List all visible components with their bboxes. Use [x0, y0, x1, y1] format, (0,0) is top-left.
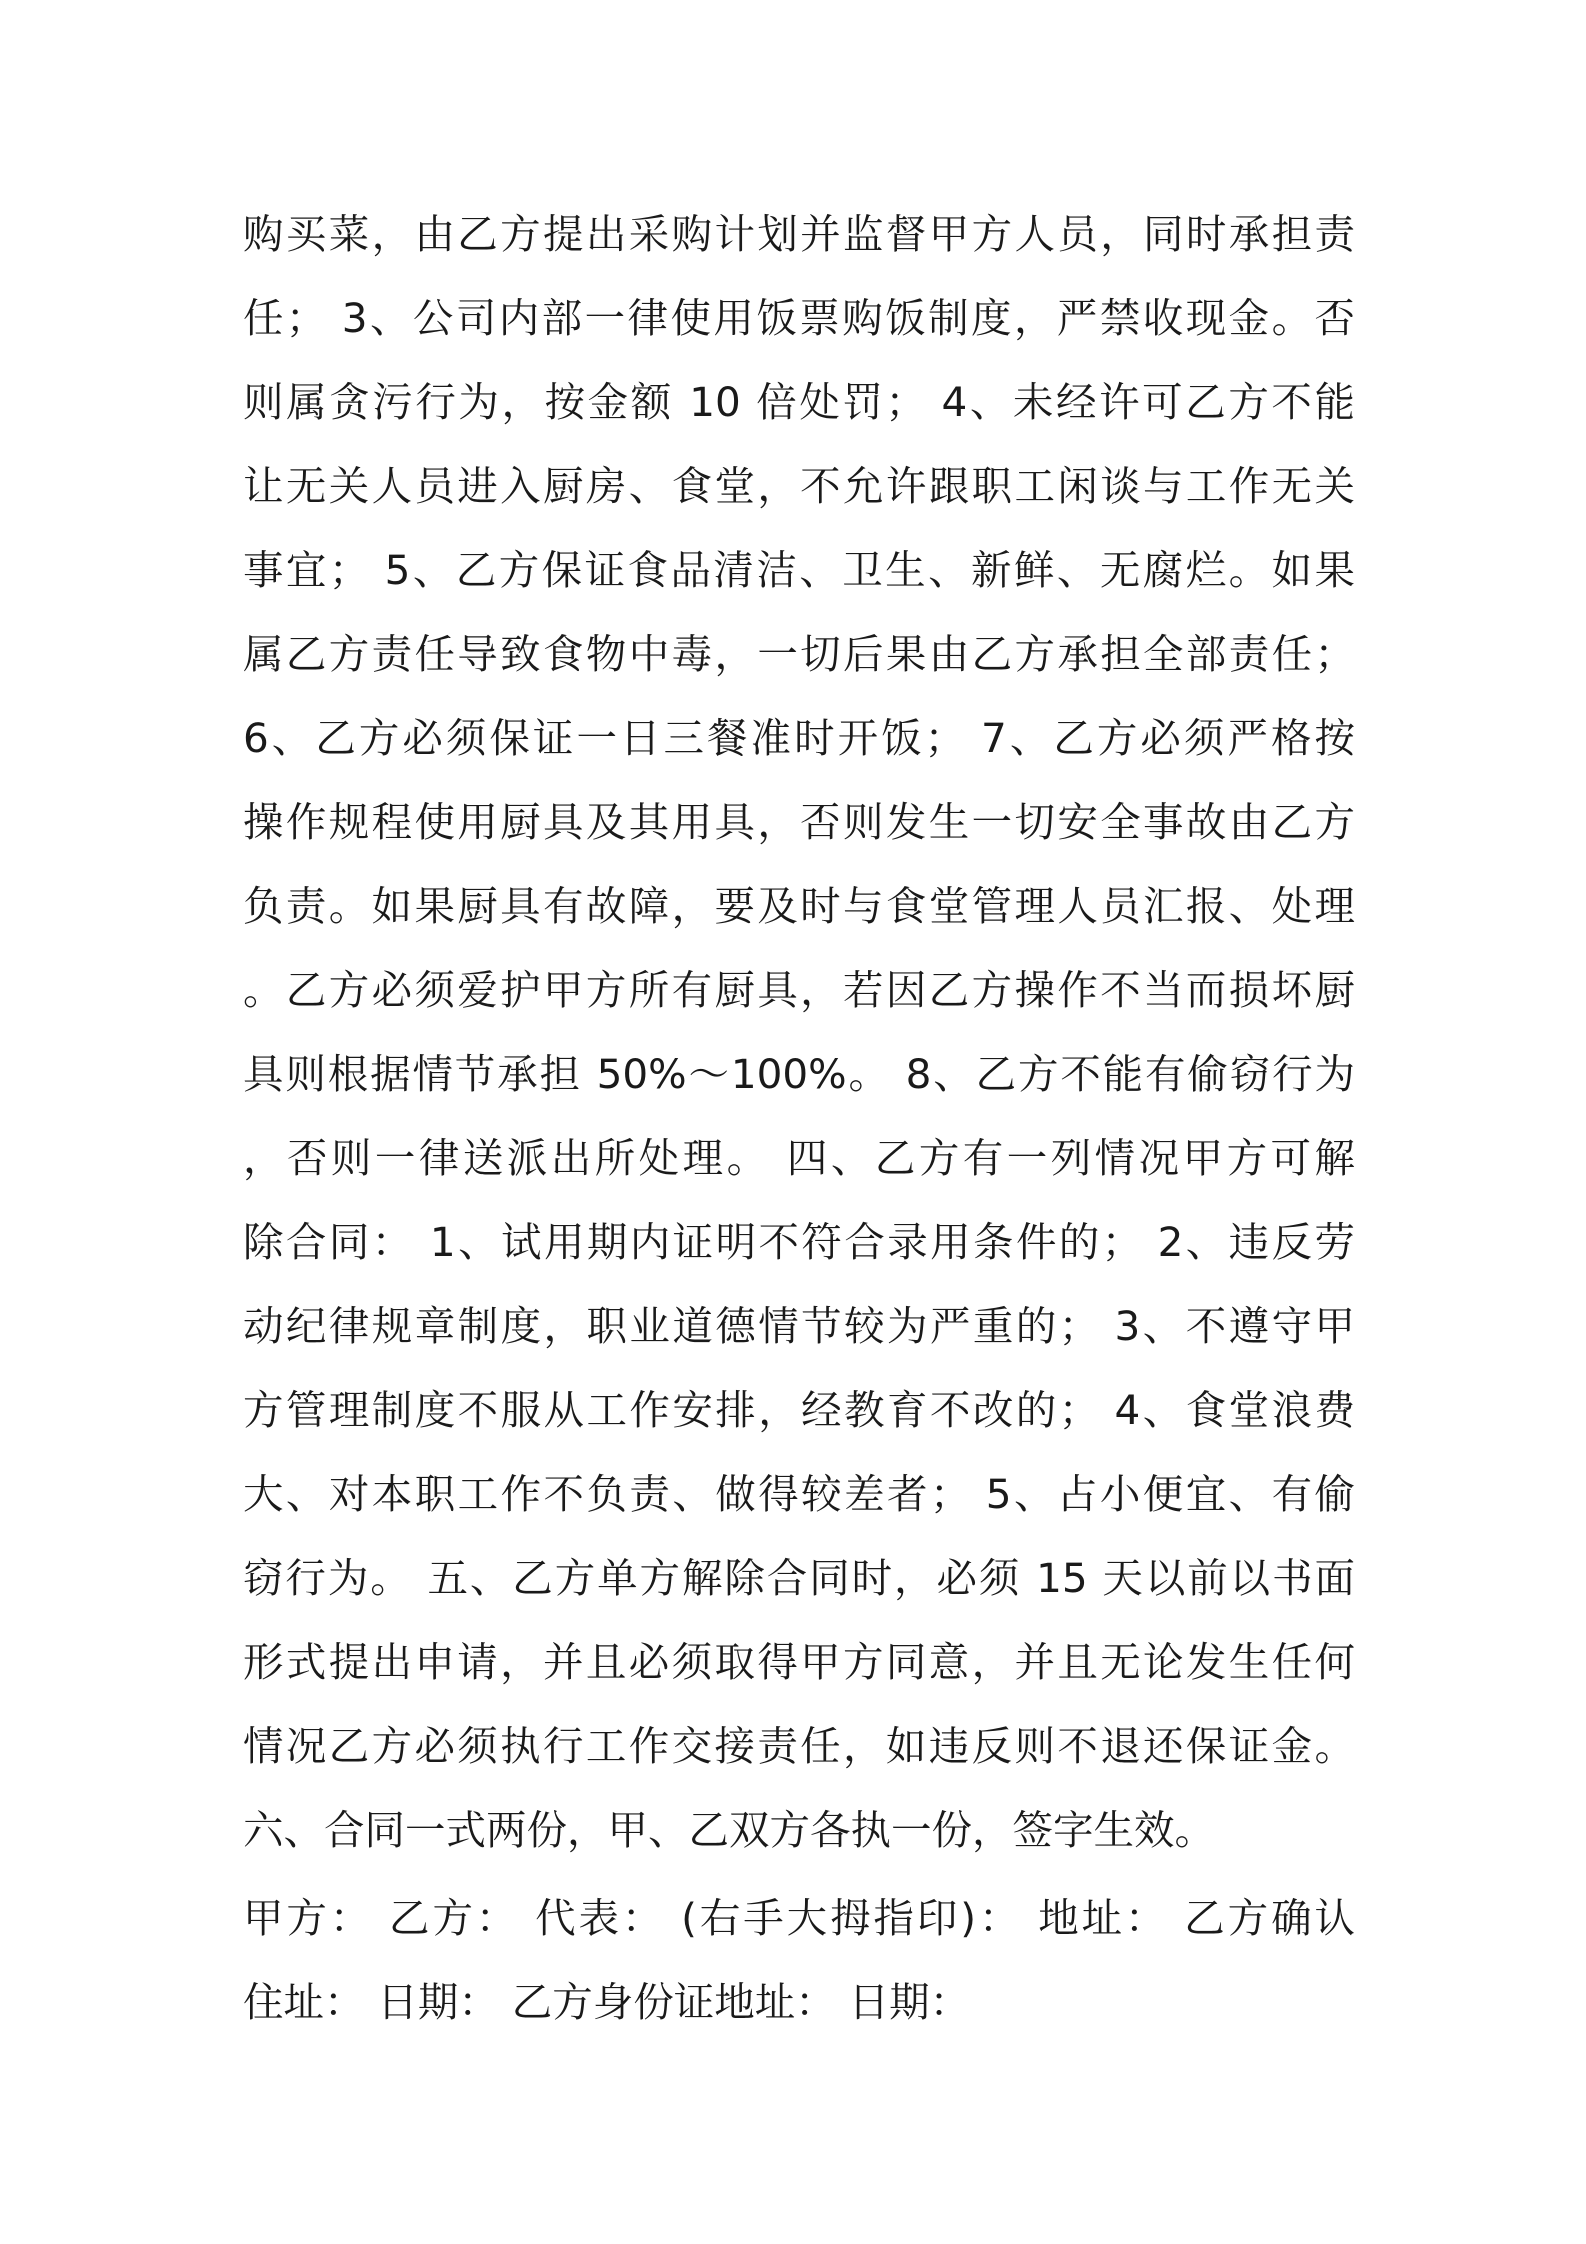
- text-line-11: 具则根据情节承担 50%～100%。 8、乙方不能有偷窃行为: [243, 1050, 1355, 1098]
- signature-line-2: 住址： 日期： 乙方身份证地址： 日期：: [243, 1978, 971, 2026]
- text-line-8: 操作规程使用厨具及其用具，否则发生一切安全事故由乙方: [243, 798, 1355, 846]
- text-line-14: 动纪律规章制度，职业道德情节较为严重的； 3、不遵守甲: [243, 1302, 1355, 1350]
- text-line-17: 窃行为。 五、乙方单方解除合同时，必须 15 天以前以书面: [243, 1554, 1355, 1602]
- text-line-2: 任； 3、公司内部一律使用饭票购饭制度，严禁收现金。否: [243, 294, 1355, 342]
- text-line-3: 则属贪污行为，按金额 10 倍处罚； 4、未经许可乙方不能: [243, 378, 1355, 426]
- text-line-19: 情况乙方必须执行工作交接责任，如违反则不退还保证金。: [243, 1722, 1355, 1770]
- text-line-5: 事宜； 5、乙方保证食品清洁、卫生、新鲜、无腐烂。如果: [243, 546, 1355, 594]
- text-line-4: 让无关人员进入厨房、食堂，不允许跟职工闲谈与工作无关: [243, 462, 1355, 510]
- text-line-6: 属乙方责任导致食物中毒，一切后果由乙方承担全部责任；: [243, 630, 1355, 678]
- text-line-18: 形式提出申请，并且必须取得甲方同意，并且无论发生任何: [243, 1638, 1355, 1686]
- text-line-16: 大、对本职工作不负责、做得较差者； 5、占小便宜、有偷: [243, 1470, 1355, 1518]
- contract-text: [243, 192, 1355, 2044]
- text-line-1: 购买菜，由乙方提出采购计划并监督甲方人员，同时承担责: [243, 210, 1355, 258]
- text-line-12: ，否则一律送派出所处理。 四、乙方有一列情况甲方可解: [243, 1134, 1355, 1182]
- text-line-20: 六、合同一式两份，甲、乙双方各执一份，签字生效。: [243, 1806, 1215, 1854]
- text-line-15: 方管理制度不服从工作安排，经教育不改的； 4、食堂浪费: [243, 1386, 1355, 1434]
- signature-line-1: 甲方： 乙方： 代表： (右手大拇指印)： 地址： 乙方确认: [243, 1894, 1355, 1942]
- text-line-10: 。乙方必须爱护甲方所有厨具，若因乙方操作不当而损坏厨: [243, 966, 1355, 1014]
- text-line-9: 负责。如果厨具有故障，要及时与食堂管理人员汇报、处理: [243, 882, 1355, 930]
- text-line-7: 6、乙方必须保证一日三餐准时开饭； 7、乙方必须严格按: [243, 714, 1355, 762]
- text-line-13: 除合同： 1、试用期内证明不符合录用条件的； 2、违反劳: [243, 1218, 1355, 1266]
